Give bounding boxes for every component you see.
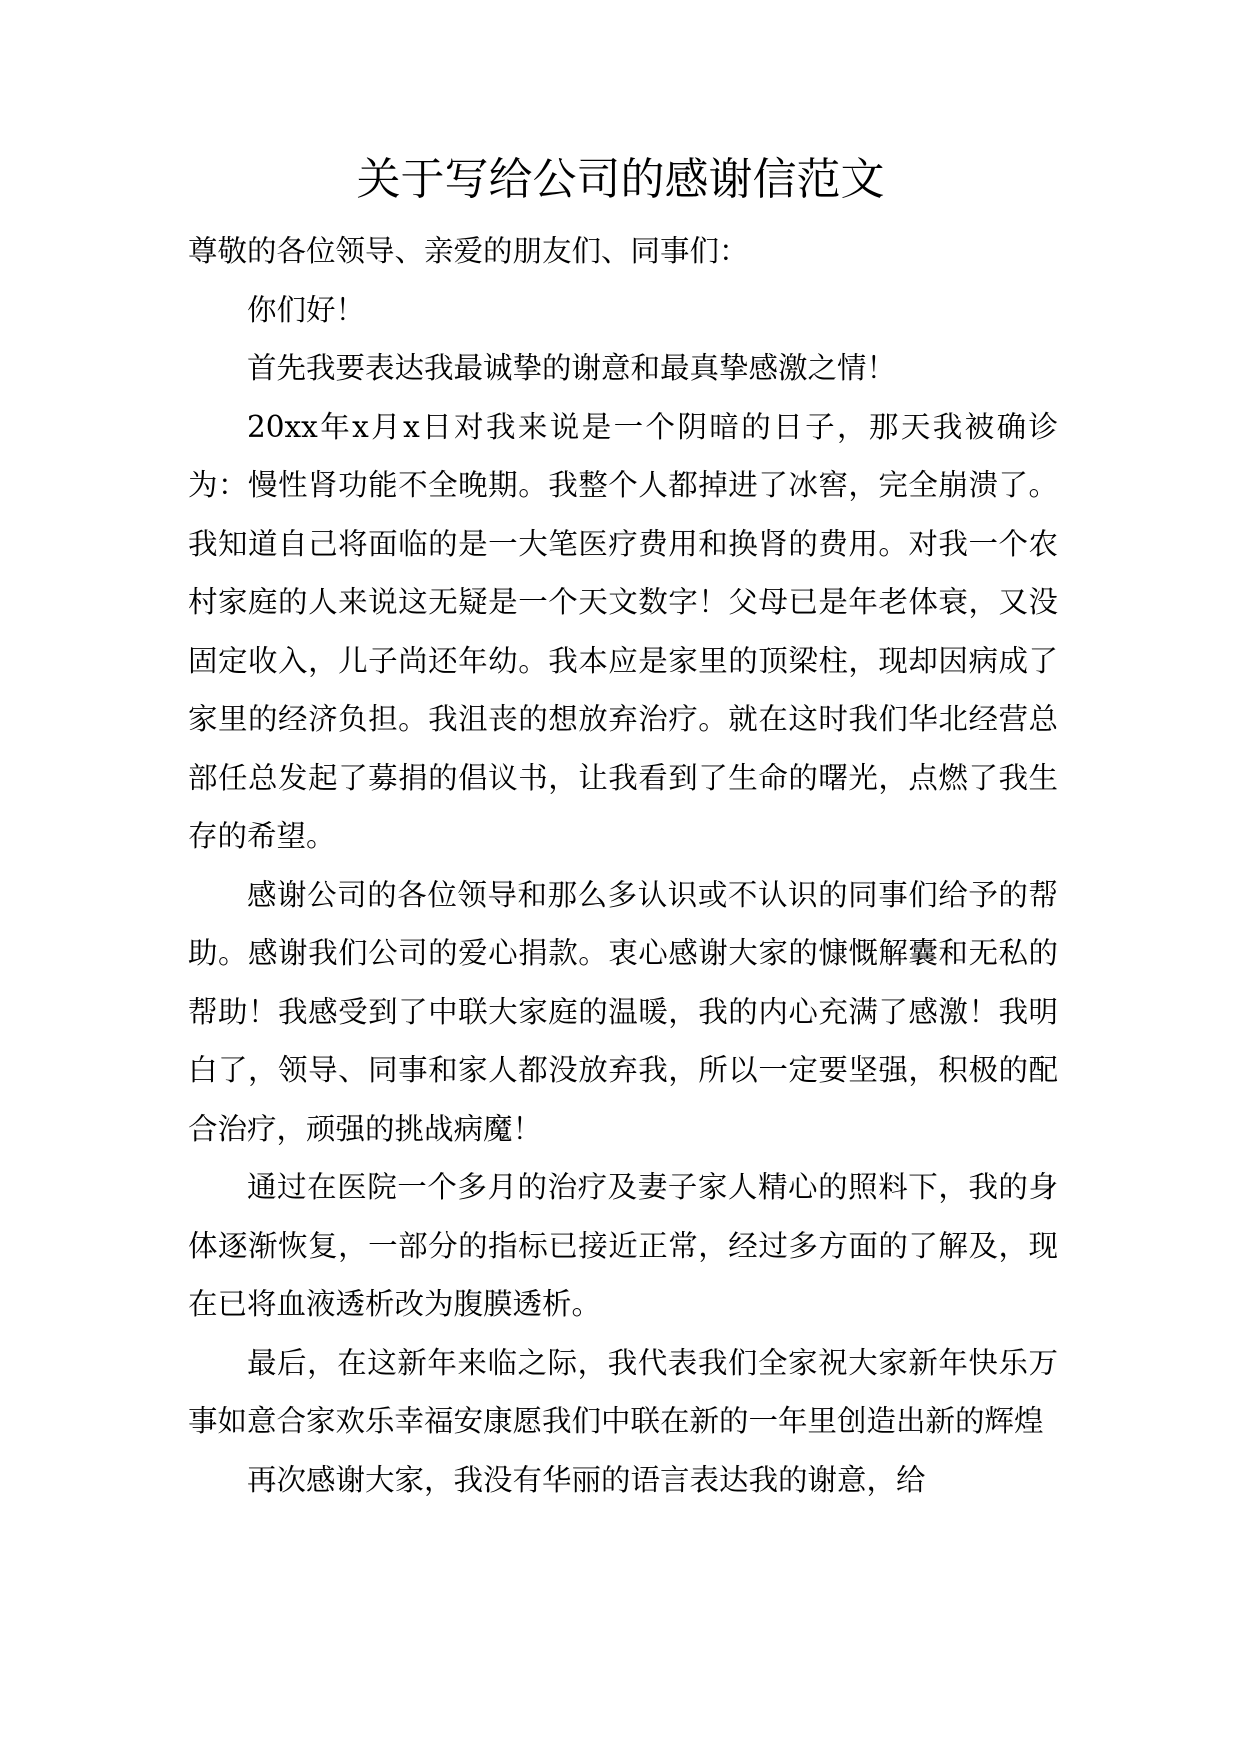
paragraph-gratitude: 感谢公司的各位领导和那么多认识或不认识的同事们给予的帮助。感谢我们公司的爱心捐款。衷心感谢大家的慷慨解囊和无私的帮助！我感受到了中联大家庭的温暖，我的内心充满了感激！我明白了，领导、同事和家人都没放弃我，所以一定要坚强，积极的配合治疗，顽强的挑战病魔！ (188, 877, 1058, 1146)
paragraph-recovery: 通过在医院一个多月的治疗及妻子家人精心的照料下，我的身体逐渐恢复，一部分的指标已接近正常，经过多方面的了解及，现在已将血液透析改为腹膜透析。 (188, 1170, 1058, 1321)
document-body (188, 222, 1058, 1509)
document-title: 关于写给公司的感谢信范文 (356, 154, 885, 205)
paragraph-greeting: 你们好！ (247, 292, 366, 327)
salutation: 尊敬的各位领导、亲爱的朋友们、同事们： (188, 234, 749, 268)
paragraph-closing: 再次感谢大家，我没有华丽的语言表达我的谢意，给 (247, 1462, 926, 1497)
paragraph-new-year: 最后，在这新年来临之际，我代表我们全家祝大家新年快乐万事如意合家欢乐幸福安康愿我们中联在新的一年里创造出新的辉煌 (188, 1345, 1058, 1438)
paragraph-diagnosis: 20xx年x月x日对我来说是一个阴暗的日子，那天我被确诊为：慢性肾功能不全晚期。我整个人都掉进了冰窖，完全崩溃了。我知道自己将面临的是一大笔医疗费用和换肾的费用。对我一个农村家庭的人来说这无疑是一个天文数字！父母已是年老体衰，又没固定收入，儿子尚还年幼。我本应是家里的顶梁柱，现却因病成了家里的经济负担。我沮丧的想放弃治疗。就在这时我们华北经营总部任总发起了募捐的倡议书，让我看到了生命的曙光，点燃了我生存的希望。 (188, 409, 1058, 853)
paragraph-thanks-intro: 首先我要表达我最诚挚的谢意和最真挚感激之情！ (247, 351, 897, 385)
